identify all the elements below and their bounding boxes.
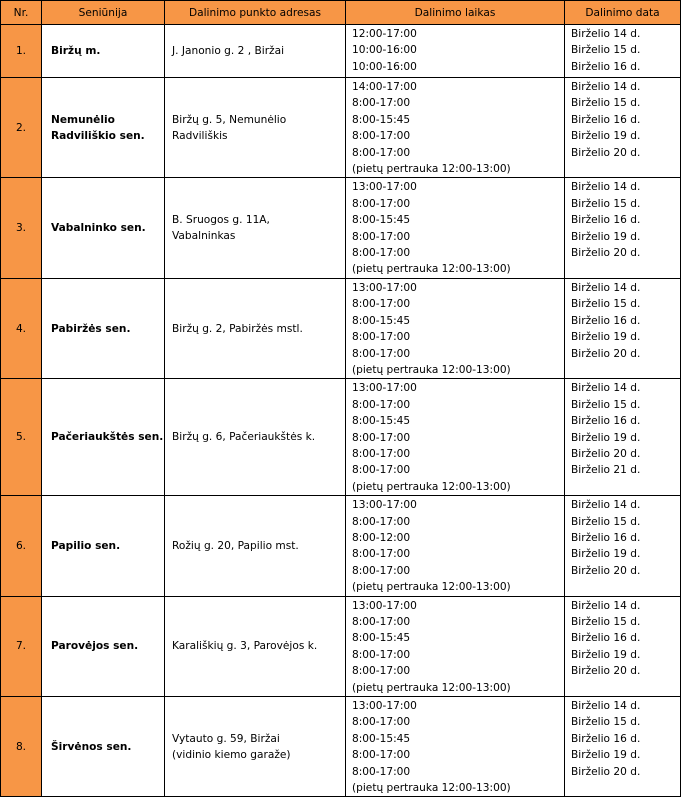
- time-cell-line: 8:00-17:00: [352, 347, 411, 360]
- time-cell-line: 8:00-17:00: [352, 197, 411, 210]
- address-cell: [165, 25, 346, 78]
- date-cell-line: Birželio 21 d.: [571, 464, 641, 477]
- date-cell-line: Birželio 19 d.: [571, 230, 641, 243]
- time-cell-line: 8:00-17:00: [352, 564, 411, 577]
- date-cell-line: Birželio 16 d.: [571, 314, 641, 327]
- address-cell: [165, 278, 346, 378]
- time-cell: [346, 596, 565, 696]
- address-cell: [165, 379, 346, 496]
- address-cell-line: Biržų g. 5, Nemunėlio: [172, 113, 287, 126]
- time-cell-line: (pietų pertrauka 12:00-13:00): [352, 782, 511, 795]
- date-cell-line: Birželio 15 d.: [571, 515, 641, 528]
- time-cell-line: 13:00-17:00: [352, 599, 417, 612]
- header-nr: Nr.: [1, 1, 42, 25]
- table-row: [1, 596, 681, 696]
- date-cell-line: Birželio 15 d.: [571, 197, 641, 210]
- time-cell-line: 8:00-17:00: [352, 447, 411, 460]
- date-cell-line: Birželio 15 d.: [571, 616, 641, 628]
- date-cell-line: Birželio 14 d.: [571, 81, 641, 93]
- date-cell-line: Birželio 19 d.: [571, 548, 641, 561]
- row-number: 7.: [1, 596, 42, 696]
- address-cell: [165, 596, 346, 696]
- time-cell-line: 8:00-17:00: [352, 247, 411, 260]
- address-cell: [165, 697, 346, 797]
- date-cell-line: Birželio 16 d.: [571, 60, 641, 73]
- time-cell: [346, 697, 565, 797]
- time-cell-line: 8:00-17:00: [352, 97, 411, 110]
- seniunija-cell-line: Nemunėlio: [51, 113, 115, 126]
- row-number: 8.: [1, 697, 42, 797]
- address-cell-line: B. Sruogos g. 11A,: [172, 214, 270, 227]
- time-cell-line: 12:00-17:00: [352, 28, 417, 40]
- date-cell-line: Birželio 19 d.: [571, 749, 641, 762]
- time-cell-line: 8:00-15:45: [352, 732, 411, 745]
- seniunija-cell-line: Biržų m.: [51, 45, 101, 57]
- header-adresas: Dalinimo punkto adresas: [165, 1, 346, 25]
- time-cell-line: 8:00-15:45: [352, 314, 411, 327]
- date-cell-line: Birželio 14 d.: [571, 700, 641, 713]
- time-cell-line: (pietų pertrauka 12:00-13:00): [352, 363, 511, 376]
- date-cell: [565, 496, 681, 596]
- date-cell-line: Birželio 15 d.: [571, 716, 641, 729]
- date-cell-line: Birželio 20 d.: [571, 447, 641, 460]
- time-cell: [346, 379, 565, 496]
- time-cell-line: 10:00-16:00: [352, 60, 417, 73]
- date-cell: [565, 25, 681, 78]
- time-cell-line: (pietų pertrauka 12:00-13:00): [352, 163, 511, 176]
- row-number: 5.: [1, 379, 42, 496]
- header-seniunija: Seniūnija: [42, 1, 165, 25]
- time-cell-line: 13:00-17:00: [352, 382, 417, 395]
- time-cell: [346, 278, 565, 378]
- seniunija-cell: [42, 596, 165, 696]
- date-cell: [565, 278, 681, 378]
- date-cell-line: Birželio 14 d.: [571, 599, 641, 612]
- address-cell: [165, 178, 346, 278]
- seniunija-cell: [42, 178, 165, 278]
- time-cell-line: 8:00-17:00: [352, 130, 411, 143]
- time-cell-line: 13:00-17:00: [352, 700, 417, 713]
- time-cell-line: 13:00-17:00: [352, 499, 417, 512]
- seniunija-cell-line: Papilio sen.: [51, 539, 121, 552]
- table-row: [1, 379, 681, 496]
- date-cell-line: Birželio 20 d.: [571, 665, 641, 678]
- address-cell: [165, 78, 346, 178]
- date-cell-line: Birželio 16 d.: [571, 732, 641, 745]
- time-cell-line: 8:00-15:45: [352, 415, 411, 428]
- time-cell-line: 8:00-17:00: [352, 665, 411, 678]
- time-cell-line: 8:00-12:00: [352, 531, 411, 544]
- date-cell-line: Birželio 16 d.: [571, 415, 641, 428]
- time-cell-line: 8:00-15:45: [352, 113, 411, 126]
- time-cell-line: 13:00-17:00: [352, 181, 417, 194]
- time-cell-line: 14:00-17:00: [352, 81, 417, 93]
- date-cell-line: Birželio 14 d.: [571, 281, 641, 294]
- date-cell-line: Birželio 14 d.: [571, 181, 641, 194]
- row-number: 1.: [1, 25, 42, 78]
- time-cell-line: 10:00-16:00: [352, 44, 417, 57]
- date-cell-line: Birželio 16 d.: [571, 632, 641, 645]
- date-cell-line: Birželio 15 d.: [571, 44, 641, 57]
- time-cell-line: 8:00-17:00: [352, 464, 411, 477]
- table-row: [1, 178, 681, 278]
- date-cell: [565, 379, 681, 496]
- date-cell-line: Birželio 19 d.: [571, 130, 641, 143]
- date-cell-line: Birželio 20 d.: [571, 146, 641, 159]
- table-row: [1, 78, 681, 178]
- date-cell-line: Birželio 14 d.: [571, 499, 641, 512]
- table-row: [1, 697, 681, 797]
- row-number: 4.: [1, 278, 42, 378]
- row-number: 6.: [1, 496, 42, 596]
- time-cell-line: 8:00-15:45: [352, 214, 411, 227]
- seniunija-cell-line: Vabalninko sen.: [51, 222, 146, 235]
- header-data: Dalinimo data: [565, 1, 681, 25]
- time-cell-line: 8:00-17:00: [352, 548, 411, 561]
- time-cell-line: 8:00-17:00: [352, 765, 411, 778]
- date-cell-line: Birželio 16 d.: [571, 531, 641, 544]
- time-cell-line: 8:00-17:00: [352, 398, 411, 411]
- time-cell-line: (pietų pertrauka 12:00-13:00): [352, 480, 511, 493]
- date-cell-line: Birželio 20 d.: [571, 564, 641, 577]
- seniunija-cell: [42, 78, 165, 178]
- row-number: 2.: [1, 78, 42, 178]
- header-laikas: Dalinimo laikas: [346, 1, 565, 25]
- seniunija-cell: [42, 379, 165, 496]
- header-row: [1, 1, 681, 25]
- address-cell-line: Rožių g. 20, Papilio mst.: [172, 539, 299, 552]
- date-cell-line: Birželio 20 d.: [571, 247, 641, 260]
- address-cell-line: Vabalninkas: [172, 230, 236, 243]
- date-cell: [565, 596, 681, 696]
- seniunija-cell: [42, 496, 165, 596]
- date-cell-line: Birželio 19 d.: [571, 331, 641, 344]
- time-cell: [346, 25, 565, 78]
- time-cell-line: (pietų pertrauka 12:00-13:00): [352, 681, 511, 694]
- address-cell-line: Biržų g. 2, Pabiržės mstl.: [172, 322, 303, 335]
- seniunija-cell: [42, 25, 165, 78]
- time-cell: [346, 496, 565, 596]
- seniunija-cell: [42, 278, 165, 378]
- seniunija-cell-line: Pabiržės sen.: [51, 322, 131, 335]
- date-cell-line: Birželio 16 d.: [571, 113, 641, 126]
- time-cell-line: 8:00-17:00: [352, 230, 411, 243]
- date-cell-line: Birželio 15 d.: [571, 398, 641, 411]
- time-cell-line: 8:00-17:00: [352, 749, 411, 762]
- time-cell-line: 8:00-17:00: [352, 716, 411, 729]
- time-cell-line: (pietų pertrauka 12:00-13:00): [352, 263, 511, 276]
- time-cell: [346, 178, 565, 278]
- address-cell-line: Vytauto g. 59, Biržai: [172, 732, 280, 745]
- time-cell: [346, 78, 565, 178]
- time-cell-line: 8:00-17:00: [352, 431, 411, 444]
- time-cell-line: 8:00-17:00: [352, 298, 411, 311]
- time-cell-line: 8:00-17:00: [352, 146, 411, 159]
- address-cell: [165, 496, 346, 596]
- row-number: 3.: [1, 178, 42, 278]
- time-cell-line: 8:00-17:00: [352, 331, 411, 344]
- date-cell-line: Birželio 15 d.: [571, 97, 641, 110]
- date-cell-line: Birželio 19 d.: [571, 431, 641, 444]
- date-cell-line: Birželio 15 d.: [571, 298, 641, 311]
- address-cell-line: Biržų g. 6, Pačeriaukštės k.: [172, 431, 316, 444]
- address-cell-line: Karališkių g. 3, Parovėjos k.: [172, 640, 318, 653]
- seniunija-cell-line: Parovėjos sen.: [51, 640, 139, 653]
- time-cell-line: (pietų pertrauka 12:00-13:00): [352, 581, 511, 594]
- seniunija-cell-line: Pačeriaukštės sen.: [51, 431, 164, 444]
- time-cell-line: 8:00-15:45: [352, 632, 411, 645]
- date-cell: [565, 697, 681, 797]
- address-cell-line: Radviliškis: [172, 129, 228, 142]
- seniunija-cell-line: Radviliškio sen.: [51, 129, 145, 142]
- time-cell-line: 8:00-17:00: [352, 515, 411, 528]
- date-cell-line: Birželio 20 d.: [571, 347, 641, 360]
- time-cell-line: 8:00-17:00: [352, 616, 411, 628]
- table-row: [1, 496, 681, 596]
- date-cell-line: Birželio 14 d.: [571, 382, 641, 395]
- date-cell-line: Birželio 16 d.: [571, 214, 641, 227]
- address-cell-line: (vidinio kiemo garaže): [172, 748, 291, 761]
- date-cell-line: Birželio 14 d.: [571, 28, 641, 40]
- table-row: [1, 25, 681, 78]
- time-cell-line: 8:00-17:00: [352, 648, 411, 661]
- date-cell-line: Birželio 19 d.: [571, 648, 641, 661]
- seniunija-cell: [42, 697, 165, 797]
- seniunija-cell-line: Širvėnos sen.: [51, 740, 132, 753]
- table-row: [1, 278, 681, 378]
- date-cell-line: Birželio 20 d.: [571, 765, 641, 778]
- time-cell-line: 13:00-17:00: [352, 281, 417, 294]
- date-cell: [565, 78, 681, 178]
- address-cell-line: J. Janonio g. 2 , Biržai: [172, 45, 285, 57]
- date-cell: [565, 178, 681, 278]
